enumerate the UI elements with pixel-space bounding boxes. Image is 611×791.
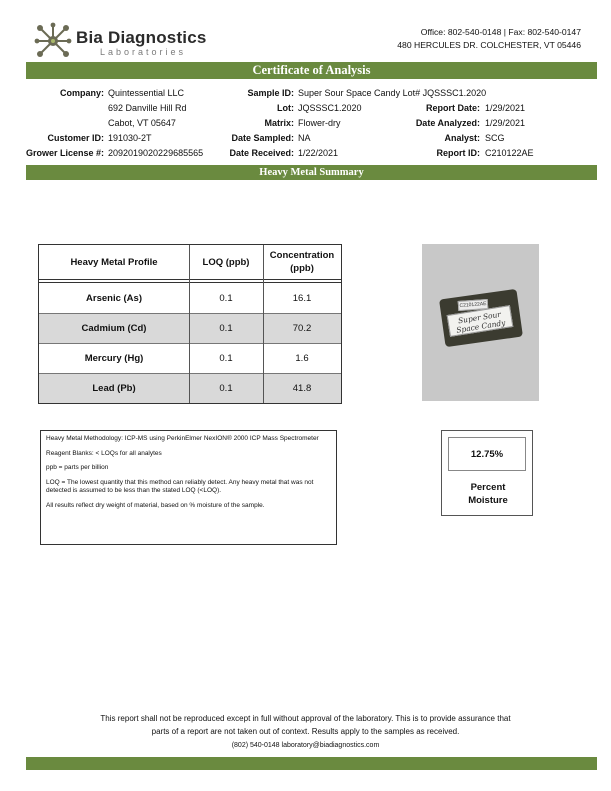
date-analyzed-value: 1/29/2021 xyxy=(485,118,526,128)
metal-loq: 0.1 xyxy=(219,292,233,304)
metal-loq: 0.1 xyxy=(219,322,233,334)
document-title: Certificate of Analysis xyxy=(26,62,597,79)
disclaimer-line1: This report shall not be reproduced except in full without approval of the laboratory. This is to provide assurance that xyxy=(100,714,511,723)
dry-weight-note: All results reflect dry weight of material, based on % moisture of the sample. xyxy=(46,501,265,509)
header-loq: LOQ (ppb) xyxy=(202,256,250,268)
metal-name: Lead (Pb) xyxy=(92,382,136,394)
metal-name: Cadmium (Cd) xyxy=(81,322,147,334)
metal-loq: 0.1 xyxy=(219,352,233,364)
moisture-value: 12.75% xyxy=(448,437,526,471)
metal-name: Mercury (Hg) xyxy=(84,352,144,364)
address-line2: Cabot, VT 05647 xyxy=(108,118,176,128)
metal-concentration: 16.1 xyxy=(292,292,312,304)
contact-phone-fax: Office: 802-540-0148 | Fax: 802-540-0147 xyxy=(420,27,581,37)
moisture-box xyxy=(441,430,533,516)
disclaimer xyxy=(60,712,551,738)
lot-label: Lot: xyxy=(277,103,294,113)
logo-name: Bia Diagnostics xyxy=(76,28,207,47)
footer-band xyxy=(26,757,597,770)
ppb-definition: ppb = parts per billion xyxy=(46,464,109,471)
date-sampled-value: NA xyxy=(298,133,311,143)
reagent-blanks-text: Reagent Blanks: < LOQs for all analytes xyxy=(46,449,162,457)
matrix-label: Matrix: xyxy=(264,118,294,128)
section-title: Heavy Metal Summary xyxy=(26,165,597,180)
matrix-value: Flower-dry xyxy=(298,118,341,128)
lab-contact xyxy=(397,26,581,52)
methodology-text: Heavy Metal Methodology: ICP-MS using PerkinElmer NexION® 2000 ICP Mass Spectrometer xyxy=(46,435,319,442)
header-concentration: Concentration (ppb) xyxy=(269,250,335,274)
metal-name: Arsenic (As) xyxy=(86,292,142,304)
date-received-label: Date Received: xyxy=(229,148,294,158)
company-value: Quintessential LLC xyxy=(108,88,185,98)
analyst-value: SCG xyxy=(485,133,505,143)
customer-id-label: Customer ID: xyxy=(47,133,104,143)
moisture-label-line2: Moisture xyxy=(468,495,508,506)
company-logo xyxy=(34,22,214,60)
report-id-label: Report ID: xyxy=(436,148,480,158)
sample-photo xyxy=(422,244,539,401)
report-date-label: Report Date: xyxy=(425,103,480,113)
address-line1: 692 Danville Hill Rd xyxy=(108,103,187,113)
date-received-value: 1/22/2021 xyxy=(298,148,339,158)
company-label: Company: xyxy=(59,88,104,98)
sample-photo-id-label: C210122AE xyxy=(458,299,489,311)
grower-license-value: 2092019020229685565 xyxy=(108,148,204,158)
date-analyzed-label: Date Analyzed: xyxy=(415,118,480,128)
sample-id-value: Super Sour Space Candy Lot# JQSSSC1.2020 xyxy=(298,88,487,98)
date-sampled-label: Date Sampled: xyxy=(231,133,294,143)
header-profile: Heavy Metal Profile xyxy=(70,256,158,268)
contact-address: 480 HERCULES DR. COLCHESTER, VT 05446 xyxy=(397,40,581,50)
sample-photo-label: Super Sour Space Candy xyxy=(447,305,514,337)
moisture-label xyxy=(442,481,534,507)
footer-contact: (802) 540-0148 laboratory@biadiagnostics.com xyxy=(231,742,380,749)
analyst-label: Analyst: xyxy=(444,133,480,143)
customer-id-value: 191030-2T xyxy=(108,133,152,143)
metal-concentration: 1.6 xyxy=(295,352,309,364)
metal-loq: 0.1 xyxy=(219,382,233,394)
metal-concentration: 41.8 xyxy=(292,382,312,394)
report-id-value: C210122AE xyxy=(485,148,534,158)
sample-id-label: Sample ID: xyxy=(247,88,294,98)
logo-subtitle: Laboratories xyxy=(100,47,187,57)
grower-license-label: Grower License #: xyxy=(25,148,104,158)
report-date-value: 1/29/2021 xyxy=(485,103,526,113)
disclaimer-line2: parts of a report are not taken out of context. Results apply to the samples as received. xyxy=(151,727,460,736)
methodology-box xyxy=(40,430,337,545)
moisture-label-line1: Percent xyxy=(470,482,506,493)
metal-concentration: 70.2 xyxy=(292,322,312,334)
loq-definition: LOQ = The lowest quantity that this method can reliably detect. Any heavy metal that was not detected is assumed to be less than the stated LOQ (<LOQ). xyxy=(46,478,314,494)
lot-value: JQSSSC1.2020 xyxy=(298,103,362,113)
heavy-metal-table xyxy=(38,244,342,404)
molecule-logo-icon xyxy=(34,22,72,60)
